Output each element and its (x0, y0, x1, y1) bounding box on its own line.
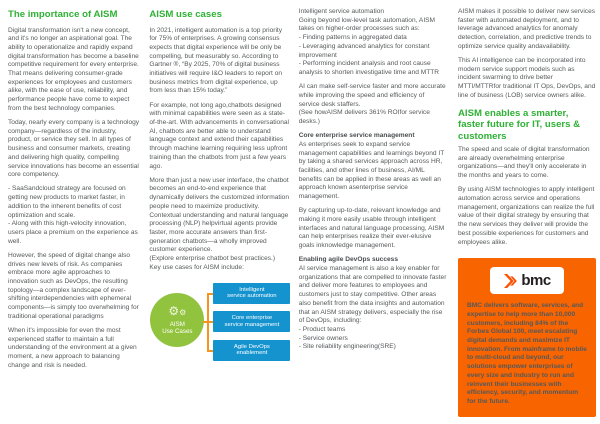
column-aism-future (458, 8, 596, 417)
column-importance-of-aism (8, 8, 140, 417)
diagram-box-agile-devops-enablement: Agile DevOps enablement (213, 340, 290, 361)
diagram-circle-label: AISM Use Cases (162, 320, 193, 336)
bullet-item: - Service owners (298, 334, 348, 342)
reference-note: (Explore enterprise chatbot best practices.) (149, 255, 276, 263)
reference-note: (See howAISM delivers 361% ROIfor service desks.) (298, 109, 430, 125)
paragraph: Digital transformation isn't a new concept, and it's no longer an aspirational goal. The ability to operationalize and rapidly expand digital transformation has become a baseline competitive requirement for every enterprise. That means delivering consumer-grade experiences for employees and customers alike, with the ease of use, reliability, and performance people have come to expect from the best technology companies. (8, 26, 139, 112)
bmc-wordmark: bmc (521, 272, 551, 290)
paragraph: AI can make self-service faster and more accurate while improving the speed and efficiency of service desk staffers. (298, 83, 446, 108)
paragraph: When it's impossible for even the most experienced staffer to maintain a full understanding of the environment at a given moment, a new approach to balancing change and risk is needed. (8, 327, 137, 369)
gears-icon: ⚙⚙ (168, 303, 187, 318)
bullet-item: - Finding patterns in aggregated data (298, 34, 407, 42)
paragraph: The speed and scale of digital transformation are already overwhelming enterprise organizations—and they'll only accelerate in the months and years to come. (458, 146, 590, 180)
subsection-heading-devops: Enabling agile DevOps success (298, 256, 399, 264)
paragraph: However, the speed of digital change also drives new levels of risk. As companies embrace more agile approaches to innovation such as DevOps, the resulting topology—a complex landscape of ever-shifting interdependencies with ephemeral components—is simply too overwhelming for traditional operational paradigms (8, 251, 139, 320)
paragraph: Going beyond low-level task automation, AISM takes on higher-order processes such as: (298, 16, 436, 33)
bullet-item: - SaaSandcloud strategy are focused on getting new products to market faster, in addition to the inherent benefits of cost optimization and scale. (8, 185, 126, 219)
bmc-logo (490, 267, 564, 294)
bullet-item: - Along with this high-velocity innovation, users place a premium on the experience as well. (8, 220, 138, 245)
lead-in-line: Key use cases for AISM include: (149, 263, 244, 271)
subsection-title: Intelligent service automation (298, 8, 385, 15)
bmc-boilerplate-text: BMC delivers software, services, and expertise to help more than 10,000 customers, including 84% of the Forbes Global 100, meet escalating digital demands and maximize IT innovation. From mainframe to mobile to multi-cloud and beyond, our solutions empower enterprises of every size and industry to run and reinvent their businesses with efficiency, security, and momentum for the future. (467, 302, 587, 405)
paragraph: More than just a new user interface, the chatbot becomes an end-to-end experience that dynamically delivers the customized information people need to maximize productivity. Contextual understanding and natural language processing (NLP) helpvirtual agents provide faster, more accurate answers than first-generation chatbots—a wholly improved customer experience. (149, 176, 290, 254)
paragraph: By capturing up-to-date, relevant knowledge and making it more easily usable through intelligent interfaces and natural language processing, AISM can help enterprises realize their ever-elusive goals inknowledge management. (298, 207, 445, 250)
paragraph: AISM makes it possible to deliver new services faster with automated deployment, and to leverage advanced analytics for anomaly detection, correlation, and predictive trends to optimize service quality andavailability. (458, 8, 596, 50)
diagram-box-intelligent-service-automation: Intelligent service automation (213, 283, 290, 304)
column-use-case-details (299, 8, 447, 417)
aism-use-cases-diagram (149, 279, 289, 375)
bullet-item: - Performing incident analysis and root cause analysis to shorten investigative time and MTTR (298, 60, 440, 76)
diagram-box-core-enterprise-service-management: Core enterprise service management (213, 311, 290, 332)
bmc-chevrons-icon (503, 273, 518, 289)
section-heading-importance: The importance of AISM (8, 9, 118, 20)
bmc-about-panel (458, 258, 596, 416)
paragraph: As enterprises seek to expand service management capabilities and learnings beyond IT by taking a shared services approach across HR, facilities, and other lines of business, AI/ML benefits can be applied in these areas as well an approach known asenterprise service management. (298, 140, 445, 201)
paragraph: AI service management is also a key enabler for organizations that are compelled to innovate faster and deliver more features to employees and customers just to stay competitive. Other areas also benefit from the data insights and automation that an AISM strategy delivers, especially the rise of DevOps, including: (298, 264, 447, 325)
section-heading-smarter-future: AISM enables a smarter, faster future for IT, users & customers (458, 107, 581, 142)
bullet-item: - Leveraging advanced analytics for constant improvement (298, 42, 430, 59)
paragraph: In 2021, intelligent automation is a top priority for 75% of enterprises. A growing consensus expects that digital experience will be only be compelling, but measurably so. According to Gartner ®, “By 2025, 70% of digital business initiatives will require I&O leaders to report on business metrics from digital experience, up from less than 15% today.” (149, 26, 283, 95)
section-heading-use-cases: AISM use cases (149, 9, 222, 20)
subsection-heading-core-esm: Core enterprise service management (298, 132, 415, 140)
paragraph: This AI intelligence can be incorporated into modern service support models such as incident swarming to drive better MTTI/MTTRfor traditional IT Ops, DevOps, and line of business (LOB) service owners alike. (458, 57, 596, 99)
column-aism-use-cases (149, 8, 289, 417)
paragraph: Today, nearly every company is a technology company—regardless of the industry, product, or service they sell. In all types of business and consumer markets, creating and delivering high quality, compelling service innovations has become an essential core competency. (8, 119, 140, 179)
bullet-item: - Product teams (298, 325, 346, 333)
paragraph: For example, not long ago,chatbots designed with minimal capabilities were seen as a state-of-the-art. With advancements in conversational AI, chatbots are better able to understand language context and extend their capabilities through machine learning requiring less upfront training than the chatbots from just a few years ago. (149, 101, 290, 170)
bullet-item: - Site reliability engineering(SRE) (298, 343, 396, 351)
paragraph: By using AISM technologies to apply intelligent automation across service and operations management, organizations can realize the full value of their digital strategy by ensuring that the new services they deliver will provide the best possible experiences for customers and employees alike. (458, 186, 595, 246)
diagram-circle-aism-use-cases (150, 293, 204, 347)
